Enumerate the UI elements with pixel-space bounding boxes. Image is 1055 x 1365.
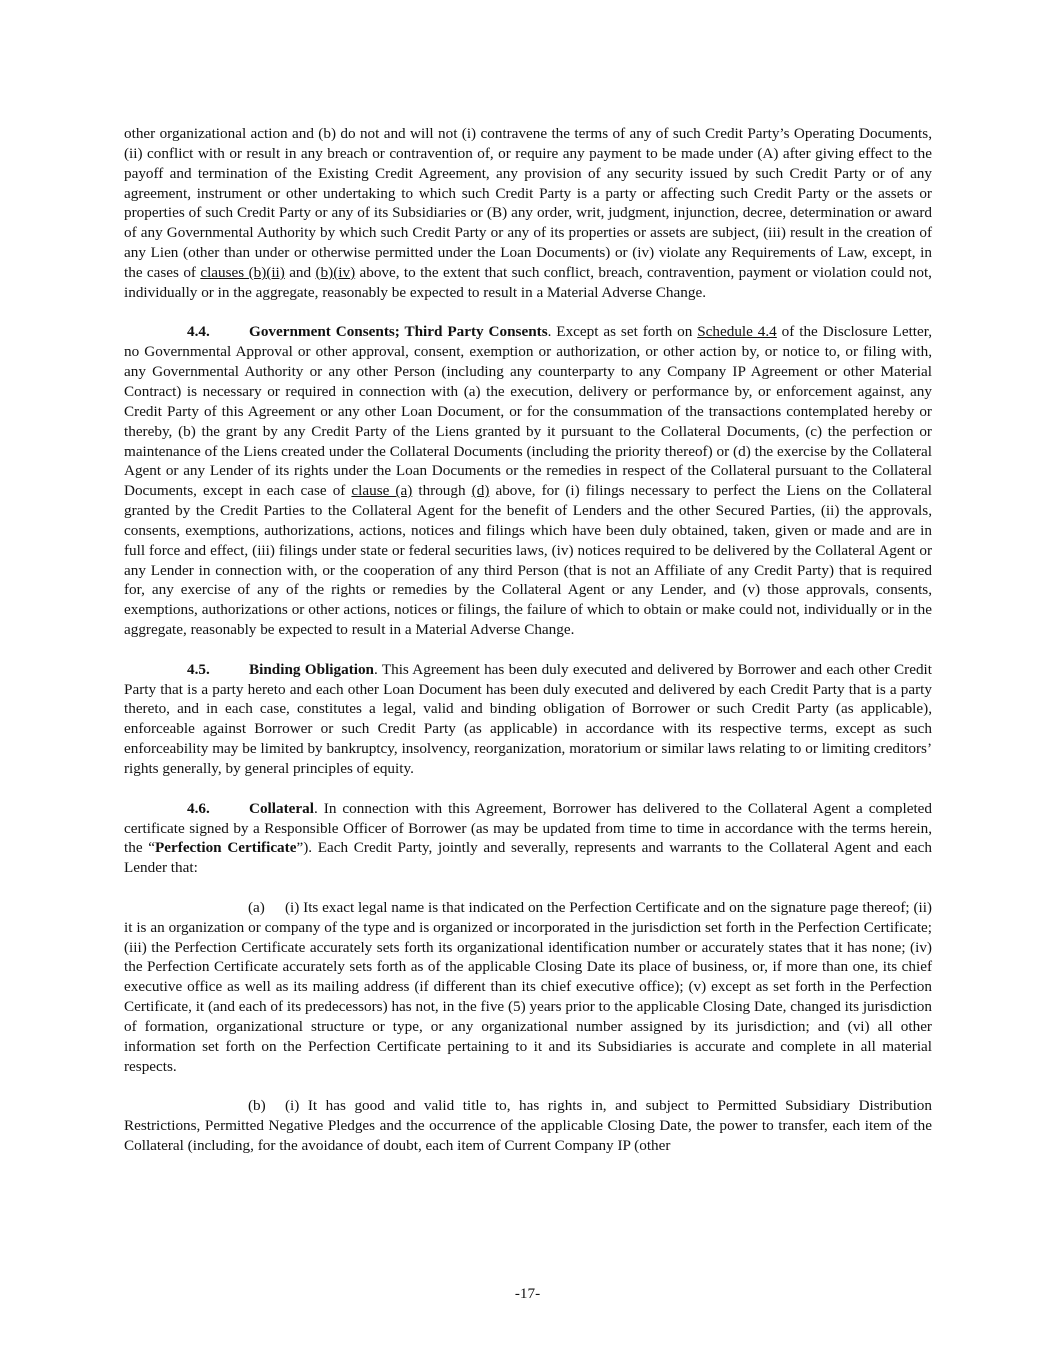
section-number: 4.5. xyxy=(187,660,210,678)
section-heading: Government Consents; Third Party Consents xyxy=(249,323,548,341)
subsection-number: (a) xyxy=(248,898,265,916)
section-4-4: 4.4. Government Consents; Third Party Consents. Except as set forth on Schedule 4.4 of the Disclosure Letter, no Governmental Approval or other approval, consent, exemption or authorization, or other action by, or notice to, or filing with, any Governmental Authority or any other Person (including any counterparty to any Company IP Agreement or other Material Contract) is necessary or required in connection with (a) the execution, delivery or performance by, or enforcement against, any Credit Party of this Agreement or any other Loan Document, or for the consummation of the transactions contemplated hereby or thereby, (b) the grant by any Credit Party of the Liens granted by it pursuant to the Collateral Documents, (c) the perfection or maintenance of the Liens created under the Collateral Documents (including the priority thereof) or (d) the exercise by the Collateral Agent or any Lender of its rights under the Loan Documents or the remedies in respect of the Collateral pursuant to the Collateral Documents, except in each case of clause (a) through (d) above, for (i) filings necessary to perfect the Liens on the Collateral granted by the Credit Parties to the Collateral Agent for the benefit of Lenders and the other Secured Parties, (ii) the approvals, consents, exemptions, authorizations, actions, notices and filings which have been duly obtained, taken, given or made and are in full force and effect, (iii) filings under state or federal securities laws, (iv) notices required to be delivered by the Collateral Agent or any Lender in connection with, or the cooperation of any third Person (that is not an Affiliate of any Credit Party) that is required for, any exercise of any of the rights or remedies by the Collateral Agent or any Lender, and (v) those approvals, consents, exemptions, authorizations or other actions, notices or filings, the failure of which to obtain or make could not, individually or in the aggregate, reasonably be expected to result in a Material Adverse Change. xyxy=(124,323,932,639)
subsection-number: (b) xyxy=(248,1097,266,1115)
section-4-5: 4.5. Binding Obligation. This Agreement has been duly executed and delivered by Borrower and each other Credit Party that is a party hereto and each other Loan Document has been duly executed and delivered by each Credit Party that is a party thereto, and in each case, constitutes a legal, valid and binding obligation of Borrower or such Credit Party (as applicable), enforceable against Borrower or such Credit Party (as applicable) in accordance with its respective terms, except as such enforceability may be limited by bankruptcy, insolvency, reorganization, moratorium or similar laws relating to or limiting creditors’ rights generally, by general principles of equity. xyxy=(124,660,932,777)
section-heading: Collateral xyxy=(249,799,314,817)
page-number: -17- xyxy=(514,1285,541,1302)
subsection-a: (a) (i) Its exact legal name is that indicated on the Perfection Certificate and on the signature page thereof; (ii) it is an organization or company of the type and is organized or incorporated in the jurisdiction set forth in the Perfection Certificate; (iii) the Perfection Certificate accurately sets forth its organizational identification number or accurately states that it has none; (iv) the Perfection Certificate accurately sets forth as of the applicable Closing Date its place of business, or, if more than one, its chief executive office as well as its mailing address (if different than its chief executive office); (v) except as set forth in the Perfection Certificate, it (and each of its predecessors) has not, in the five (5) years prior to the applicable Closing Date, changed its jurisdiction of formation, organizational structure or type, or any organizational number assigned by its jurisdiction; and (vi) all other information set forth on the Perfection Certificate pertaining to it and its Subsidiaries is accurate and complete in all material respects. xyxy=(124,898,932,1075)
section-number: 4.4. xyxy=(187,323,210,341)
schedule-reference: Schedule 4.4 xyxy=(697,323,777,341)
clause-reference-link: (b)(iv) xyxy=(315,263,356,281)
section-heading: Binding Obligation xyxy=(249,660,375,678)
subsection-b: (b) (i) It has good and valid title to, has rights in, and subject to Permitted Subsidiary Distribution Restrictions, Permitted Negative Pledges and the occurrence of the applicable Closing Date, the power to transfer, each item of the Collateral (including, for the avoidance of doubt, each item of Current Company IP (other xyxy=(124,1097,932,1155)
defined-term: Perfection Certificate xyxy=(155,839,297,857)
clause-reference: (d) xyxy=(471,482,490,500)
section-4-6: 4.6. Collateral. In connection with this Agreement, Borrower has delivered to the Collateral Agent a completed certificate signed by a Responsible Officer of Borrower (as may be updated from time to time in accordance with the terms herein, the “Perfection Certificate”). Each Credit Party, jointly and severally, represents and warrants to the Collateral Agent and each Lender that: xyxy=(124,799,932,877)
clause-reference-link: clauses (b)(ii) xyxy=(200,263,285,281)
clause-reference: clause (a) xyxy=(351,482,413,500)
section-number: 4.6. xyxy=(187,799,210,817)
paragraph-continuation: other organizational action and (b) do not and will not (i) contravene the terms of any of such Credit Party’s Operating Documents, (ii) conflict with or result in any breach or contravention of, or require any payment to be made under (A) after giving effect to the payoff and termination of the Existing Credit Agreement, any provision of any security issued by such Credit Party or of any agreement, instrument or other undertaking to which such Credit Party is a party or affecting such Credit Party or the assets or properties of such Credit Party or any of its Subsidiaries or (B) any order, writ, judgment, injunction, decree, determination or award of any Governmental Authority by which such Credit Party or any of its properties or assets are subject, (iii) result in the creation of any Lien (other than under or otherwise permitted under the Loan Documents) or (iv) violate any Requirements of Law, except, in the cases of clauses (b)(ii) and (b)(iv) above, to the extent that such conflict, breach, contravention, payment or violation could not, individually or in the aggregate, reasonably be expected to result in a Material Adverse Change. xyxy=(124,125,932,301)
document-body xyxy=(124,124,932,1176)
